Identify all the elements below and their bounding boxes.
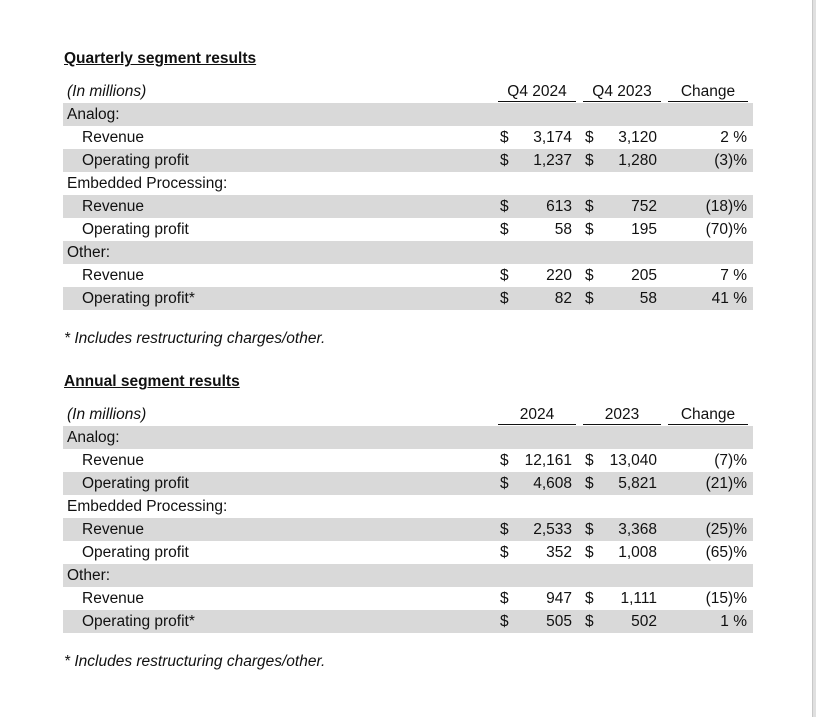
quarterly-col-underline: [668, 101, 748, 102]
current-value: 12,161: [524, 452, 572, 469]
currency-symbol: $: [585, 198, 594, 215]
table-row: [63, 149, 753, 172]
prior-value: 3,120: [618, 129, 657, 146]
change-value: (15)%: [705, 590, 747, 607]
change-value: (18)%: [705, 198, 747, 215]
change-value: 1 %: [720, 613, 747, 630]
currency-symbol: $: [500, 198, 509, 215]
quarterly-col-prior: Q4 2023: [592, 83, 652, 100]
line-item-label: Revenue: [82, 452, 145, 469]
annual-header: [63, 403, 753, 425]
currency-symbol: $: [500, 590, 509, 607]
segment-label: Analog:: [67, 429, 120, 446]
current-value: 58: [554, 221, 572, 238]
prior-value: 752: [631, 198, 657, 215]
table-row: [63, 610, 753, 633]
prior-value: 195: [631, 221, 657, 238]
annual-units: (In millions): [67, 406, 147, 423]
prior-value: 13,040: [609, 452, 657, 469]
segment-label: Analog:: [67, 106, 120, 123]
segment-label: Other:: [67, 244, 111, 261]
currency-symbol: $: [500, 613, 509, 630]
quarterly-col-change: Change: [680, 83, 736, 100]
segment-label: Embedded Processing:: [67, 498, 228, 515]
change-value: (21)%: [705, 475, 747, 492]
prior-value: 1,111: [620, 590, 657, 607]
current-value: 220: [546, 267, 572, 284]
segment-group-row: [63, 564, 753, 587]
prior-value: 5,821: [618, 475, 657, 492]
quarterly-col-underline: [583, 101, 661, 102]
quarterly-section: [63, 50, 753, 350]
quarterly-col-current: Q4 2024: [507, 83, 567, 100]
line-item-label: Operating profit*: [82, 613, 195, 630]
currency-symbol: $: [500, 267, 509, 284]
annual-title: Annual segment results: [64, 373, 240, 390]
quarterly-units: (In millions): [67, 83, 147, 100]
table-row: [63, 472, 753, 495]
currency-symbol: $: [585, 452, 594, 469]
currency-symbol: $: [500, 221, 509, 238]
currency-symbol: $: [585, 221, 594, 238]
table-row: [63, 218, 753, 241]
current-value: 505: [546, 613, 572, 630]
segment-group-row: [63, 103, 753, 126]
segment-group-row: [63, 426, 753, 449]
current-value: 613: [546, 198, 572, 215]
quarterly-header: [63, 80, 753, 102]
currency-symbol: $: [585, 152, 594, 169]
currency-symbol: $: [585, 521, 594, 538]
annual-col-prior: 2023: [604, 406, 640, 423]
current-value: 352: [546, 544, 572, 561]
current-value: 1,237: [533, 152, 572, 169]
prior-value: 1,280: [618, 152, 657, 169]
line-item-label: Operating profit: [82, 152, 189, 169]
currency-symbol: $: [585, 267, 594, 284]
prior-value: 205: [631, 267, 657, 284]
annual-col-underline: [583, 424, 661, 425]
currency-symbol: $: [585, 544, 594, 561]
change-value: (3)%: [714, 152, 747, 169]
change-value: (65)%: [705, 544, 747, 561]
current-value: 2,533: [533, 521, 572, 538]
currency-symbol: $: [500, 475, 509, 492]
quarterly-col-underline: [498, 101, 576, 102]
annual-col-underline: [498, 424, 576, 425]
line-item-label: Operating profit*: [82, 290, 195, 307]
currency-symbol: $: [500, 290, 509, 307]
table-row: [63, 264, 753, 287]
line-item-label: Operating profit: [82, 544, 189, 561]
currency-symbol: $: [585, 613, 594, 630]
line-item-label: Revenue: [82, 198, 145, 215]
change-value: 7 %: [720, 267, 747, 284]
change-value: (70)%: [705, 221, 747, 238]
prior-value: 1,008: [618, 544, 657, 561]
annual-col-current: 2024: [519, 406, 555, 423]
annual-col-change: Change: [680, 406, 736, 423]
annual-footnote: * Includes restructuring charges/other.: [64, 653, 326, 670]
table-row: [63, 518, 753, 541]
line-item-label: Revenue: [82, 590, 145, 607]
current-value: 82: [554, 290, 572, 307]
prior-value: 3,368: [618, 521, 657, 538]
line-item-label: Revenue: [82, 129, 145, 146]
segment-label: Other:: [67, 567, 111, 584]
segment-group-row: [63, 172, 753, 195]
annual-table: [63, 426, 753, 633]
segment-group-row: [63, 241, 753, 264]
table-row: [63, 195, 753, 218]
annual-col-underline: [668, 424, 748, 425]
quarterly-table: [63, 103, 753, 310]
segment-group-row: [63, 495, 753, 518]
line-item-label: Revenue: [82, 521, 145, 538]
currency-symbol: $: [500, 452, 509, 469]
change-value: 41 %: [711, 290, 747, 307]
segment-label: Embedded Processing:: [67, 175, 228, 192]
annual-section: [63, 373, 753, 673]
change-value: (7)%: [714, 452, 747, 469]
table-row: [63, 449, 753, 472]
table-row: [63, 287, 753, 310]
currency-symbol: $: [585, 590, 594, 607]
quarterly-footnote: * Includes restructuring charges/other.: [64, 330, 326, 347]
current-value: 4,608: [533, 475, 572, 492]
line-item-label: Operating profit: [82, 221, 189, 238]
currency-symbol: $: [585, 290, 594, 307]
table-row: [63, 587, 753, 610]
currency-symbol: $: [500, 152, 509, 169]
prior-value: 502: [631, 613, 657, 630]
currency-symbol: $: [500, 521, 509, 538]
current-value: 3,174: [533, 129, 572, 146]
currency-symbol: $: [585, 129, 594, 146]
change-value: (25)%: [705, 521, 747, 538]
change-value: 2 %: [720, 129, 747, 146]
table-row: [63, 541, 753, 564]
line-item-label: Operating profit: [82, 475, 189, 492]
prior-value: 58: [639, 290, 657, 307]
current-value: 947: [546, 590, 572, 607]
line-item-label: Revenue: [82, 267, 145, 284]
quarterly-title: Quarterly segment results: [64, 50, 257, 67]
currency-symbol: $: [500, 544, 509, 561]
currency-symbol: $: [500, 129, 509, 146]
table-row: [63, 126, 753, 149]
currency-symbol: $: [585, 475, 594, 492]
